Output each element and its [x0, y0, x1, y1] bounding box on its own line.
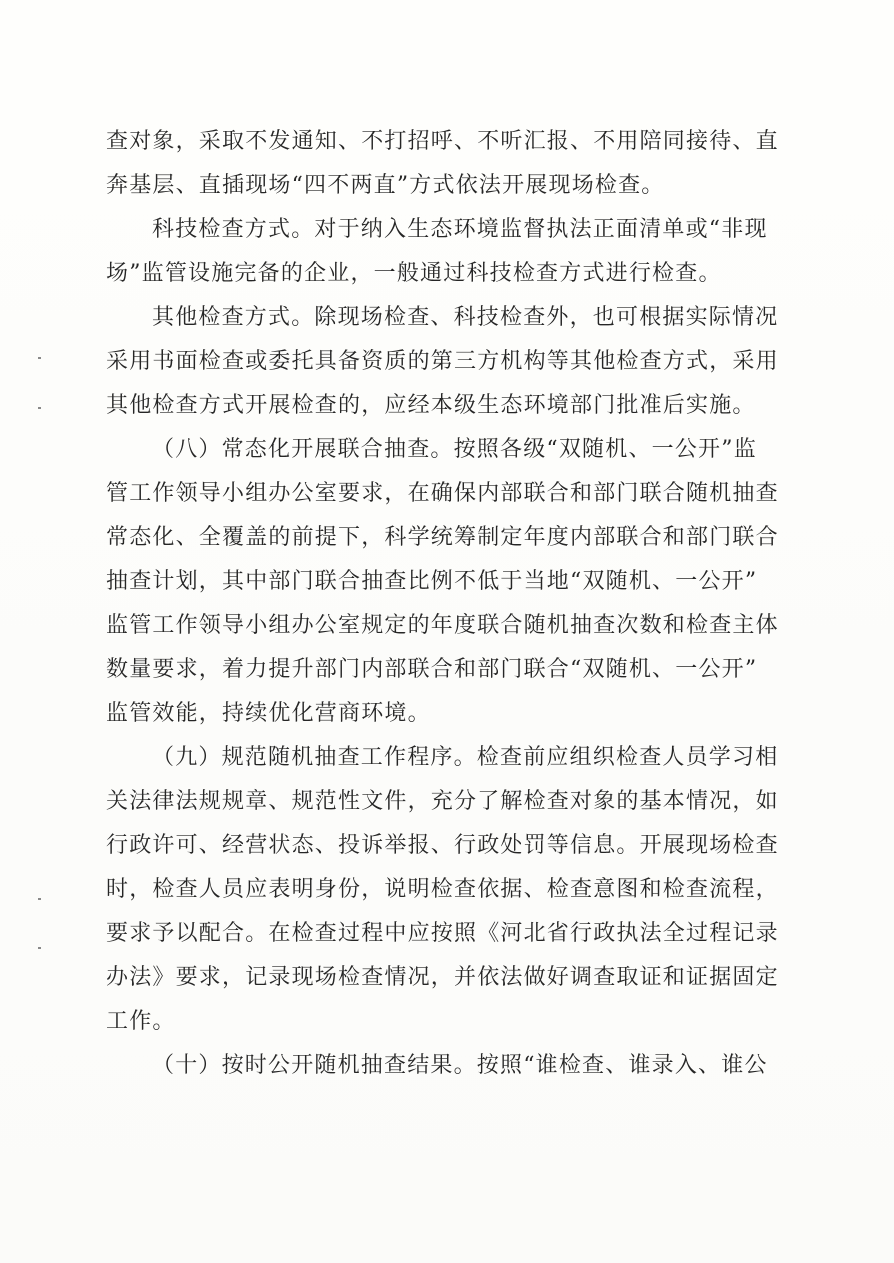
text-line: 时，检查人员应表明身份，说明检查依据、检查意图和检查流程，	[106, 877, 779, 902]
scan-mark	[38, 898, 41, 900]
scan-mark	[38, 947, 41, 949]
text-line: 监管效能，持续优化营商环境。	[106, 701, 431, 726]
text-line: 奔基层、直插现场“四不两直”方式依法开展现场检查。	[106, 173, 665, 198]
text-line: 科技检查方式。对于纳入生态环境监督执法正面清单或“非现	[152, 217, 768, 242]
text-line: （八）常态化开展联合抽查。按照各级“双随机、一公开”监	[152, 437, 757, 462]
text-line: 场”监管设施完备的企业，一般通过科技检查方式进行检查。	[106, 261, 722, 286]
text-line: 其他检查方式开展检查的，应经本级生态环境部门批准后实施。	[106, 393, 756, 418]
text-line: 查对象，采取不发通知、不打招呼、不听汇报、不用陪同接待、直	[106, 129, 779, 154]
text-line: 其他检查方式。除现场检查、科技检查外，也可根据实际情况	[152, 305, 779, 330]
text-line: 关法律法规规章、规范性文件，充分了解检查对象的基本情况，如	[106, 789, 779, 814]
text-line: 采用书面检查或委托具备资质的第三方机构等其他检查方式，采用	[106, 349, 779, 374]
text-line: 数量要求，着力提升部门内部联合和部门联合“双随机、一公开”	[106, 657, 758, 682]
text-line: 工作。	[106, 1009, 176, 1034]
text-line: （九）规范随机抽查工作程序。检查前应组织检查人员学习相	[152, 745, 779, 770]
text-line: 管工作领导小组办公室要求，在确保内部联合和部门联合随机抽查	[106, 481, 779, 506]
text-line: 行政许可、经营状态、投诉举报、行政处罚等信息。开展现场检查	[106, 833, 779, 858]
text-line: 要求予以配合。在检查过程中应按照《河北省行政执法全过程记录	[106, 921, 779, 946]
text-line: 办法》要求，记录现场检查情况，并依法做好调查取证和证据固定	[106, 965, 779, 990]
document-body	[106, 120, 786, 1088]
text-line: 监管工作领导小组办公室规定的年度联合随机抽查次数和检查主体	[106, 613, 779, 638]
scan-mark	[38, 357, 41, 359]
text-line: 常态化、全覆盖的前提下，科学统筹制定年度内部联合和部门联合	[106, 525, 779, 550]
text-line: 抽查计划，其中部门联合抽查比例不低于当地“双随机、一公开”	[106, 569, 758, 594]
scan-mark	[38, 407, 41, 409]
text-line: （十）按时公开随机抽查结果。按照“谁检查、谁录入、谁公	[152, 1053, 768, 1078]
